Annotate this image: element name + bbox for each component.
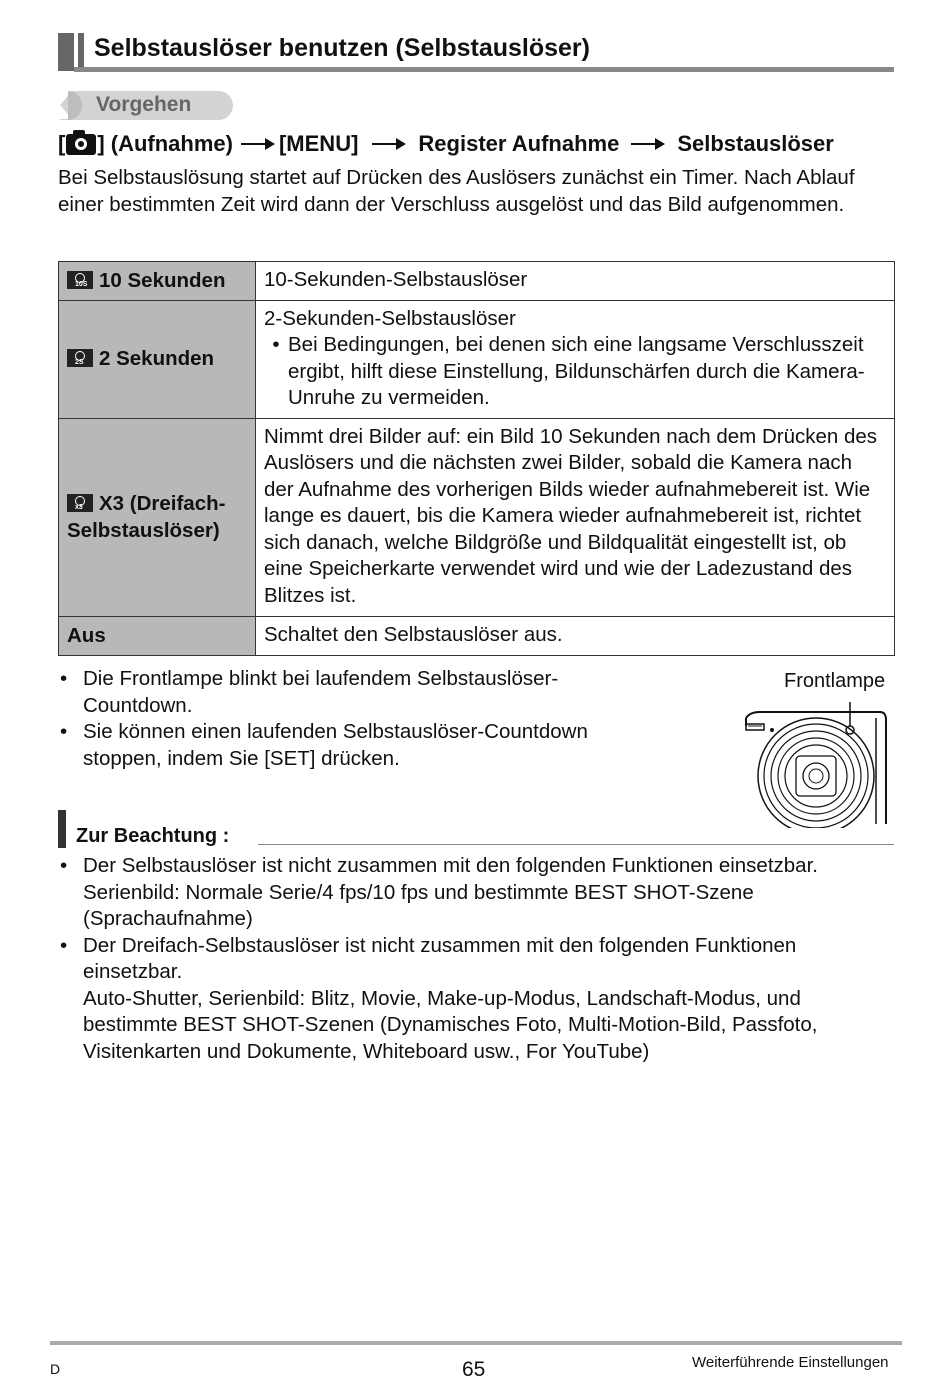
arrow-right-icon bbox=[631, 143, 663, 145]
option-label: x3 X3 (Dreifach-Selbstauslöser) bbox=[59, 419, 256, 617]
note-title: Zur Beachtung : bbox=[76, 825, 230, 847]
menu-path bbox=[58, 129, 834, 159]
table-row bbox=[59, 301, 895, 419]
footer-rule bbox=[50, 1341, 902, 1345]
option-description: Nimmt drei Bilder auf: ein Bild 10 Sekunden nach dem Drücken des Auslösers und die nächsten zwei Bilder, sobald die Kamera nach der Aufnahme des vorherigen Bilds wieder aufnahmebereit ist. Wie lange es dauert, bis die Kamera wieder aufnahmebereit ist, richtet sich danach, welche Bildgröße und Bildqualität eingestellt ist, ob eine Speicherkarte verwendet wird und wie der Ladezustand des Blitzes ist. bbox=[256, 419, 895, 617]
camera-front-illustration bbox=[740, 698, 890, 828]
nav-step-menu: [MENU] bbox=[278, 131, 359, 156]
nav-step-setting: Selbstauslöser bbox=[677, 131, 834, 156]
hint-list bbox=[58, 666, 648, 772]
header-mark bbox=[58, 33, 74, 71]
option-label: Aus bbox=[59, 617, 256, 656]
camera-icon bbox=[66, 134, 96, 155]
table-row bbox=[59, 262, 895, 301]
nav-open-bracket: [ bbox=[58, 131, 66, 156]
note-mark bbox=[58, 810, 66, 848]
procedure-label bbox=[60, 91, 233, 120]
section-header bbox=[58, 33, 894, 73]
header-rule bbox=[74, 67, 894, 72]
option-description: 2-Sekunden-Selbstauslöser • Bei Bedingungen, bei denen sich eine langsame Verschlusszeit ergibt, hilft diese Einstellung, Bildunschärfen durch die Kamera-Unruhe zu vermeiden. bbox=[256, 301, 895, 419]
option-description: Schaltet den Selbstauslöser aus. bbox=[256, 617, 895, 656]
arrow-right-icon bbox=[241, 143, 273, 145]
list-item: • Die Frontlampe blinkt bei laufendem Selbstauslöser-Countdown. bbox=[60, 667, 559, 717]
list-item: • Sie können einen laufenden Selbstauslöser-Countdown stoppen, indem Sie [SET] drücken. bbox=[60, 720, 588, 770]
figure-label: Frontlampe bbox=[784, 670, 886, 692]
option-description: 10-Sekunden-Selbstauslöser bbox=[256, 262, 895, 301]
timer-2s-icon: 2S bbox=[67, 349, 93, 367]
option-label: 10S 10 Sekunden bbox=[59, 262, 256, 301]
note-rule bbox=[258, 844, 894, 845]
option-label: 2S 2 Sekunden bbox=[59, 301, 256, 419]
page-number: 65 bbox=[462, 1358, 486, 1381]
timer-x3-icon: x3 bbox=[67, 494, 93, 512]
nav-step-record: ] (Aufnahme) bbox=[97, 131, 233, 156]
footer-section: Weiterführende Einstellungen bbox=[692, 1354, 889, 1371]
note-list bbox=[58, 853, 894, 1065]
list-item: • Bei Bedingungen, bei denen sich eine langsame Verschlusszeit ergibt, hilft diese Einstellung, Bildunschärfen durch die Kamera-Unruhe zu vermeiden. bbox=[272, 333, 865, 409]
page-title: Selbstauslöser benutzen (Selbstauslöser) bbox=[94, 34, 590, 62]
list-item: • Der Selbstauslöser ist nicht zusammen mit den folgenden Funktionen einsetzbar. Serienbild: Normale Serie/4 fps/10 fps und bestimmte BEST SHOT-Szene (Sprachaufnahme) bbox=[60, 854, 818, 930]
arrow-right-icon bbox=[372, 143, 404, 145]
table-row bbox=[59, 617, 895, 656]
intro-paragraph: Bei Selbstauslösung startet auf Drücken des Auslösers zunächst ein Timer. Nach Ablauf einer bestimmten Zeit wird dann der Verschluss ausgelöst und das Bild aufgenommen. bbox=[58, 166, 855, 216]
options-table bbox=[58, 261, 895, 656]
table-row bbox=[59, 419, 895, 617]
nav-step-tab: Register Aufnahme bbox=[418, 131, 620, 156]
procedure-label-text: Vorgehen bbox=[96, 93, 192, 116]
footer-language: D bbox=[50, 1361, 61, 1377]
header-mark-thin bbox=[78, 33, 84, 71]
timer-10s-icon: 10S bbox=[67, 271, 93, 289]
list-item: • Der Dreifach-Selbstauslöser ist nicht zusammen mit den folgenden Funktionen einsetzbar. Auto-Shutter, Serienbild: Blitz, Movie, Make-up-Modus, Landschaft-Modus, und bestimmte BEST SHOT-Szenen (Dynamisches Foto, Multi-Motion-Bild, Passfoto, Visitenkarten und Dokumente, Whiteboard usw., For YouTube) bbox=[60, 933, 818, 1063]
